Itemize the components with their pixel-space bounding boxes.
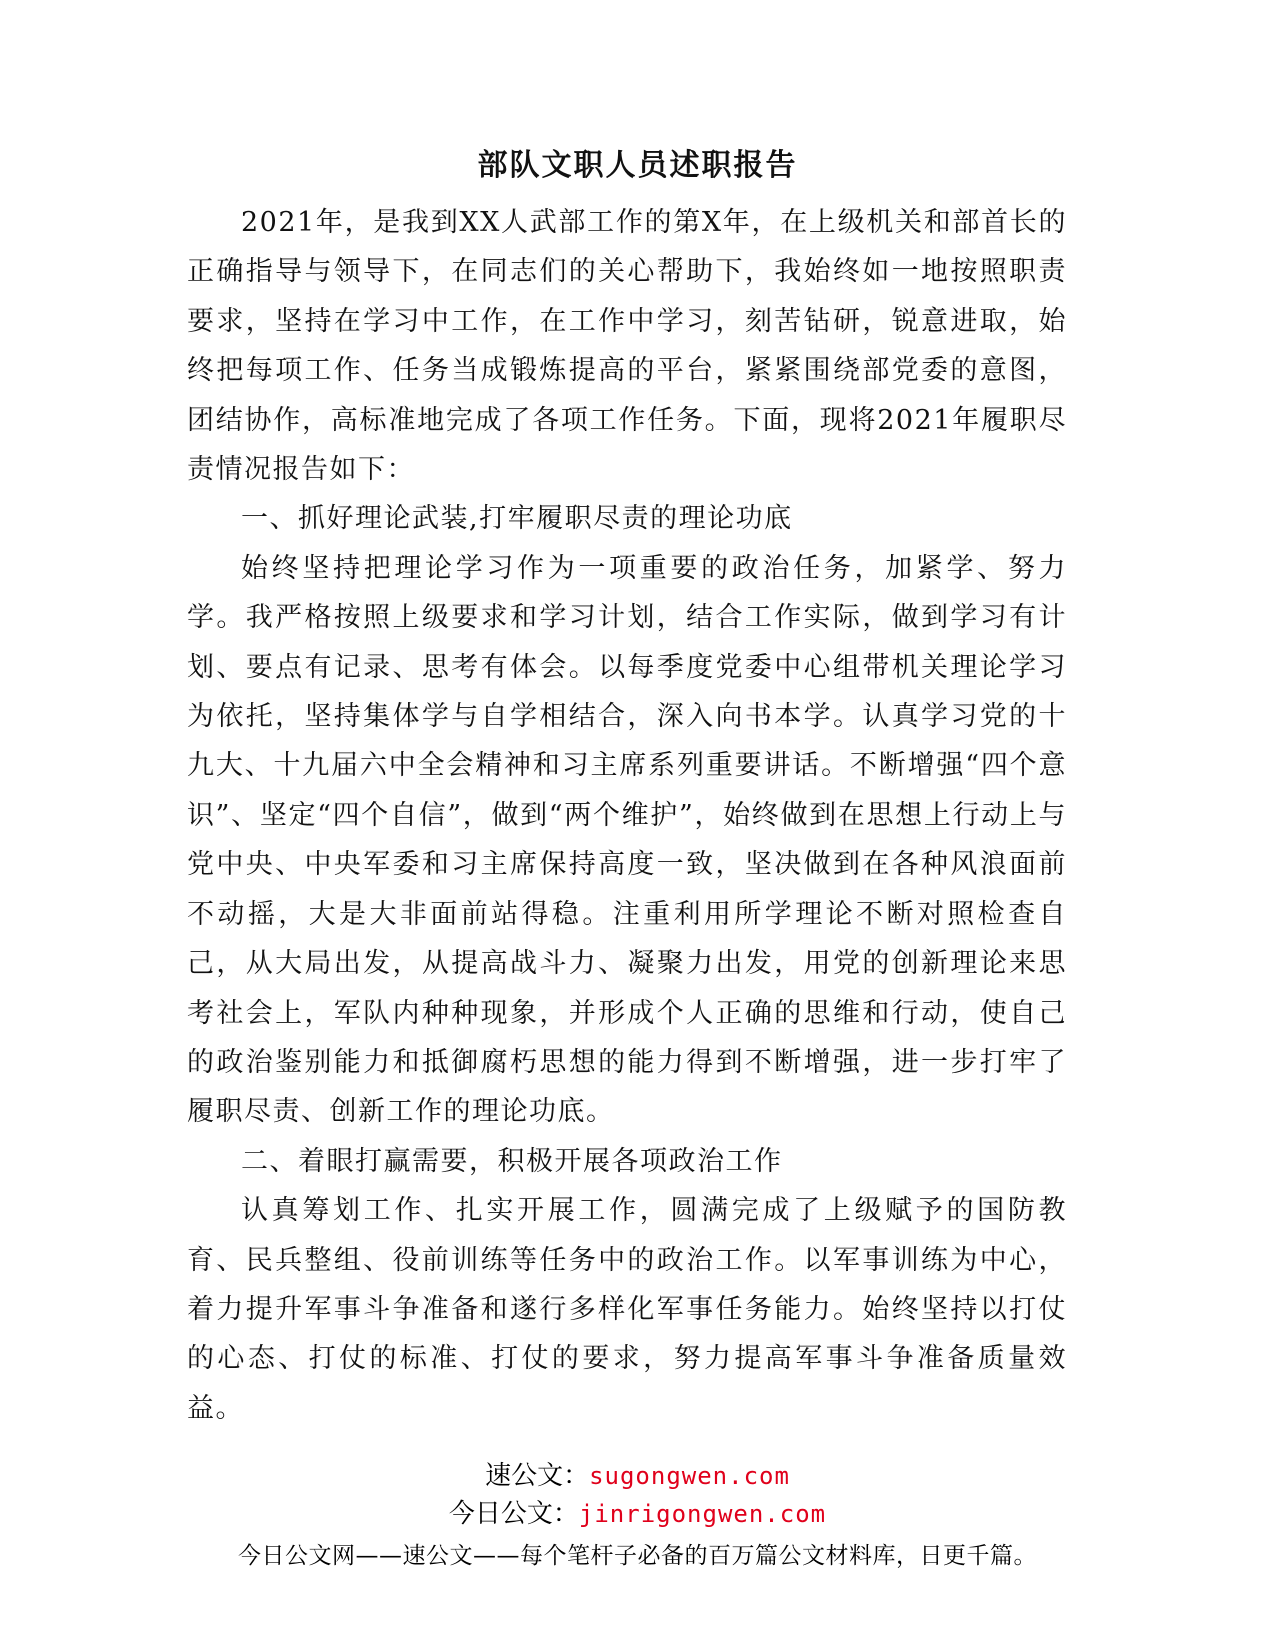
- intro-paragraph: 2021年，是我到XX人武部工作的第X年，在上级机关和部首长的正确指导与领导下，在同志们的关心帮助下，我始终如一地按照职责要求，坚持在学习中工作，在工作中学习，刻苦钻研，锐意进取，始终把每项工作、任务当成锻炼提高的平台，紧紧围绕部党委的意图，团结协作，高标准地完成了各项工作任务。下面，现将2021年履职尽责情况报告如下：: [187, 207, 1067, 486]
- footer-jinrigongwen-link[interactable]: jinrigongwen.com: [578, 1500, 827, 1528]
- section-heading-2: 二、着眼打赢需要，积极开展各项政治工作: [241, 1145, 783, 1177]
- footer-jinrigongwen-label: 今日公文：: [448, 1499, 579, 1529]
- section-2-paragraph: 认真筹划工作、扎实开展工作，圆满完成了上级赋予的国防教育、民兵整组、役前训练等任务中的政治工作。以军事训练为中心，着力提升军事斗争准备和遂行多样化军事任务能力。始终坚持以打仗的心态、打仗的标准、打仗的要求，努力提高军事斗争准备质量效益。: [187, 1195, 1067, 1424]
- footer-sugongwen-link[interactable]: sugongwen.com: [589, 1462, 790, 1490]
- footer-jinrigongwen: [0, 1496, 1275, 1535]
- section-1-paragraph: 始终坚持把理论学习作为一项重要的政治任务，加紧学、努力学。我严格按照上级要求和学习计划，结合工作实际，做到学习有计划、要点有记录、思考有体会。以每季度党委中心组带机关理论学习为依托，坚持集体学与自学相结合，深入向书本学。认真学习党的十九大、十九届六中全会精神和习主席系列重要讲话。不断增强“四个意识”、坚定“四个自信”，做到“两个维护”，始终做到在思想上行动上与党中央、中央军委和习主席保持高度一致，坚决做到在各种风浪面前不动摇，大是大非面前站得稳。注重利用所学理论不断对照检查自己，从大局出发，从提高战斗力、凝聚力出发，用党的创新理论来思考社会上，军队内种种现象，并形成个人正确的思维和行动，使自己的政治鉴别能力和抵御腐朽思想的能力得到不断增强，进一步打牢了履职尽责、创新工作的理论功底。: [187, 552, 1067, 1128]
- section-heading-1: 一、抓好理论武装,打牢履职尽责的理论功底: [241, 503, 793, 535]
- footer-sugongwen: [0, 1458, 1275, 1497]
- document-title: 部队文职人员述职报告: [477, 148, 798, 183]
- footer-tagline: 今日公文网——速公文——每个笔杆子必备的百万篇公文材料库，日更千篇。: [238, 1543, 1037, 1569]
- document-body: [187, 198, 1067, 1433]
- footer-sugongwen-label: 速公文：: [485, 1461, 590, 1491]
